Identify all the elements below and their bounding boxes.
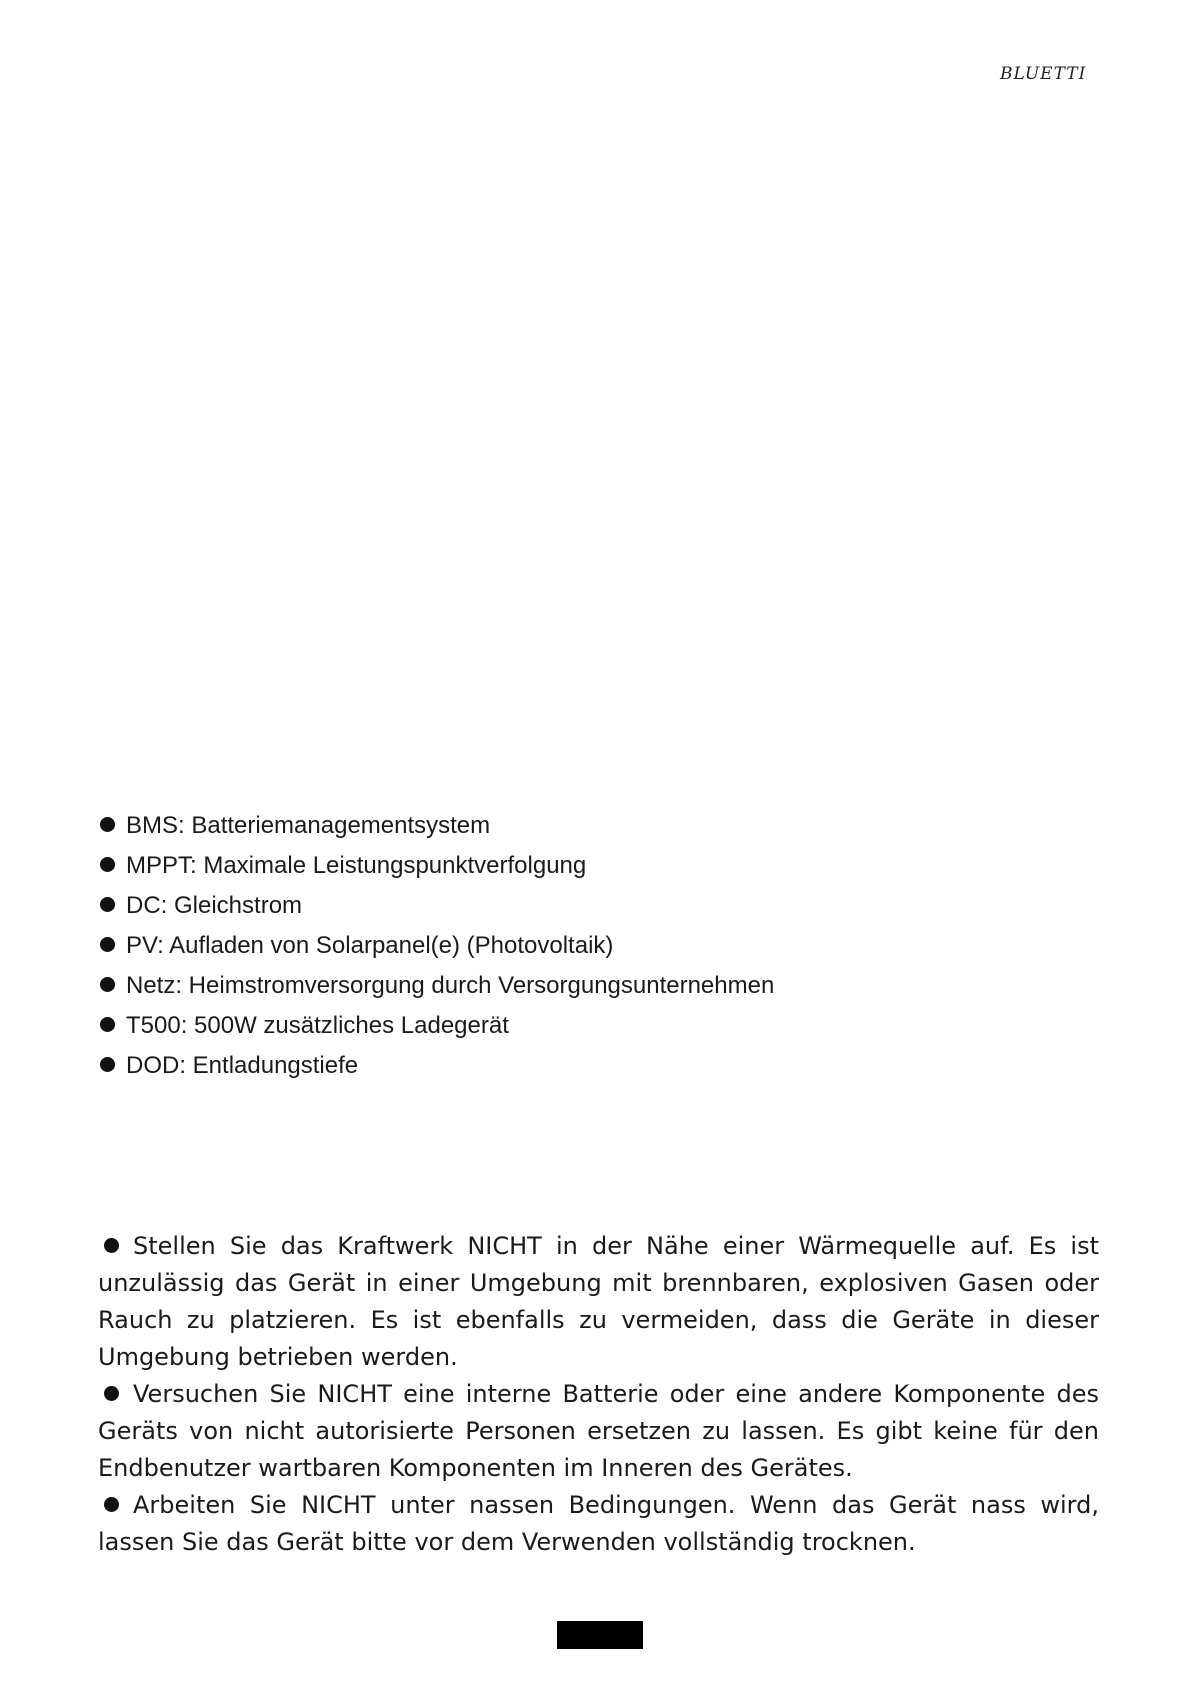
list-item [100, 1046, 774, 1086]
bullet-icon [100, 857, 115, 872]
abbreviation-text: T500: 500W zusätzliches Ladegerät [126, 1012, 509, 1039]
bullet-icon [104, 1386, 119, 1401]
abbreviation-text: DC: Gleichstrom [126, 892, 303, 919]
bullet-icon [100, 937, 115, 952]
abbreviation-text: MPPT: Maximale Leistungspunktverfolgung [126, 852, 587, 879]
bullet-icon [104, 1238, 119, 1253]
warning-paragraph [98, 1228, 1099, 1376]
bullet-icon [100, 897, 115, 912]
bullet-icon [100, 817, 115, 832]
warning-text: Arbeiten Sie NICHT unter nassen Bedingungen. Wenn das Gerät nass wird, lassen Sie das Gerät bitte vor dem Verwenden vollständig trocknen. [98, 1491, 1099, 1556]
warning-text: Versuchen Sie NICHT eine interne Batterie oder eine andere Komponente des Geräts von nicht autorisierte Personen ersetzen zu lassen. Es gibt keine für den Endbenutzer wartbaren Komponenten im Inneren des Gerätes. [98, 1380, 1099, 1482]
bullet-icon [100, 977, 115, 992]
abbreviation-list [100, 806, 774, 1086]
warning-paragraph [98, 1487, 1099, 1561]
safety-warnings [98, 1228, 1099, 1561]
abbreviation-text: BMS: Batteriemanagementsystem [126, 812, 491, 839]
bullet-icon [100, 1017, 115, 1032]
page-number-block [557, 1621, 643, 1649]
abbreviation-text: PV: Aufladen von Solarpanel(e) (Photovoltaik) [126, 932, 614, 959]
brand-logo: BLUETTI [1000, 64, 1087, 84]
bullet-icon [104, 1497, 119, 1512]
list-item [100, 846, 774, 886]
list-item [100, 886, 774, 926]
bullet-icon [100, 1057, 115, 1072]
abbreviation-text: DOD: Entladungstiefe [126, 1052, 359, 1079]
list-item [100, 926, 774, 966]
list-item [100, 1006, 774, 1046]
warning-paragraph [98, 1376, 1099, 1487]
warning-text: Stellen Sie das Kraftwerk NICHT in der Nähe einer Wärmequelle auf. Es ist unzulässig das Gerät in einer Umgebung mit brennbaren, explosiven Gasen oder Rauch zu platzieren. Es ist ebenfalls zu vermeiden, dass die Geräte in dieser Umgebung betrieben werden. [98, 1232, 1099, 1371]
list-item [100, 806, 774, 846]
list-item [100, 966, 774, 1006]
abbreviation-text: Netz: Heimstromversorgung durch Versorgungsunternehmen [126, 972, 775, 999]
